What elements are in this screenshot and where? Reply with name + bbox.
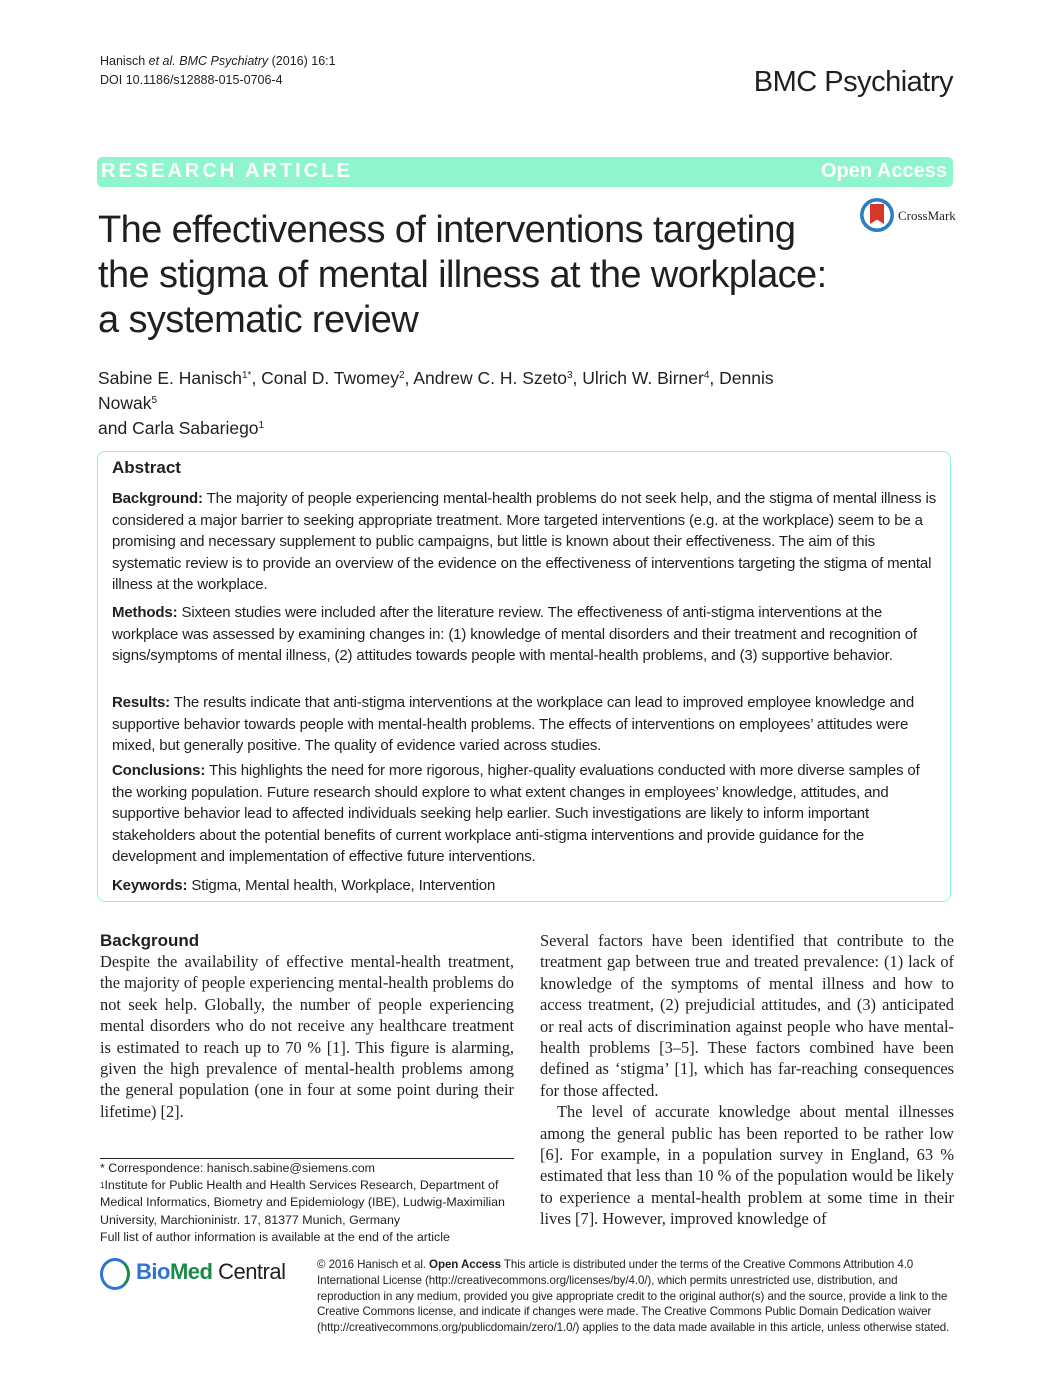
abstract-background: Background: The majority of people experiencing mental-health problems do not seek help, and the stigma of mental illness is considered a major barrier to seeking appropriate treatment. More targeted interventions (e.g. at the workplace) seem to be a promising and necessary supplement to public campaigns, but little is known about their effectiveness. The aim of this systematic review is to provide an overview of the evidence on the effectiveness of interventions targeting the stigma of mental illness at the workplace. (112, 490, 937, 594)
section-label: Background: (112, 490, 203, 507)
body-column-left (100, 931, 514, 1122)
journal-name: BMC Psychiatry (753, 66, 953, 98)
author: Carla Sabariego$^1$ (132, 418, 265, 438)
body-paragraph: Despite the availability of effective mental-health treatment, the majority of people experiencing mental-health problems do not seek help. Globally, the number of people experiencing mental disorders who do not receive any healthcare treatment is estimated to reach up to 70 % [1]. This figure is alarming, given the high prevalence of mental-health problems among the general population (one in four at some point during their lifetime) [2]. (100, 952, 514, 1121)
article-type-banner (97, 157, 953, 187)
license-statement: © 2016 Hanisch et al. Open Access This article is distributed under the terms of the Creative Commons Attribution 4.0 International License (http://creativecommons.org/licenses/by/4.0/), which permits unrestricted use, distribution, and reproduction in any medium, provided you give appropriate credit to the original author(s) and the source, provide a link to the Creative Commons license, and indicate if changes were made. The Creative Commons Public Domain Dedication waiver (http://creativecommons.org/publicdomain/zero/1.0/) applies to the data made available in this article, unless otherwise stated. (317, 1258, 950, 1335)
citation-journal: BMC Psychiatry (179, 54, 269, 68)
footnotes (100, 1160, 520, 1246)
affiliation: $^1$Institute for Public Health and Health Services Research, Department of Medical Informatics, Biometry and Epidemiology (IBE), Ludwig-Maximilian University, Marchioninistr. 17, 81377 Munich, Germany (100, 1178, 505, 1227)
biomed-central-ring-icon (100, 1258, 130, 1290)
citation-year-volume: (2016) 16:1 (271, 54, 336, 68)
author: Conal D. Twomey$^2$ (261, 368, 405, 388)
citation-etal: et al. (148, 54, 176, 68)
open-access-label: Open Access (821, 160, 947, 182)
abstract-heading: Abstract (112, 458, 181, 477)
section-label: Methods: (112, 604, 178, 621)
abstract-conclusions: Conclusions: This highlights the need for more rigorous, higher-quality evaluations conducted with more diverse samples of the working population. Future research should explore to what extent changes in employees’ knowledge, attitudes, and supportive behavior lead to affected individuals seeking help earlier. Such investigations are likely to inform important stakeholders about the potential benefits of current workplace anti-stigma interventions and provide guidance for the development and implementation of effective future interventions. (112, 762, 920, 866)
correspondence: * Correspondence: hanisch.sabine@siemens.com (100, 1161, 375, 1175)
abstract-results: Results: The results indicate that anti-stigma interventions at the workplace can lead to improved employee knowledge and supportive behavior towards people with mental-health problems. The effects of interventions on employees’ attitudes were mixed, but generally positive. The quality of evidence varied across studies. (112, 694, 915, 755)
citation-line (100, 52, 336, 71)
article-title: The effectiveness of interventions targeting the stigma of mental illness at the workplace: a systematic review (98, 209, 827, 341)
author-list: Sabine E. Hanisch$^{1*}$, Conal D. Twomey$^2$, Andrew C. H. Szeto$^3$, Ulrich W. Birner$^4$, Dennis Nowak$^5$ and Carla Sabariego$^1$ (98, 368, 774, 438)
footnote-divider (100, 1158, 514, 1159)
author-info-note: Full list of author information is available at the end of the article (100, 1229, 450, 1244)
author: Andrew C. H. Szeto$^3$ (413, 368, 573, 388)
author: Sabine E. Hanisch$^{1*}$ (98, 368, 252, 388)
author: Dennis Nowak$^5$ (98, 368, 774, 413)
section-heading-background: Background (100, 931, 200, 950)
abstract-keywords: Keywords: Stigma, Mental health, Workplace, Intervention (112, 877, 496, 894)
running-head (100, 52, 336, 90)
body-paragraph: Several factors have been identified that contribute to the treatment gap between true and treated prevalence: (1) lack of knowledge of the symptoms of mental illness and how to access treatment, (2) prejudicial attitudes, and (3) anticipated or real acts of discrimination against people who have mental-health problems [3–5]. These factors combined have been defined as ‘stigma’ [1], which has far-reaching consequences for those affected. (540, 931, 954, 1100)
body-column-right (540, 930, 954, 1230)
doi: DOI 10.1186/s12888-015-0706-4 (100, 73, 283, 87)
biomed-central-logo: BioMed Central (100, 1256, 310, 1296)
author: Ulrich W. Birner$^4$ (582, 368, 710, 388)
abstract-methods: Methods: Sixteen studies were included after the literature review. The effectiveness of anti-stigma interventions at the workplace was assessed by examining changes in: (1) knowledge of mental disorders and their treatment and recognition of signs/symptoms of mental illness, (2) attitudes towards people with mental-health problems, and (3) supportive behavior. (112, 604, 917, 665)
section-label: Results: (112, 694, 170, 711)
section-label: Keywords: (112, 877, 188, 894)
citation-authors: Hanisch (100, 54, 146, 68)
crossmark-label: CrossMark (898, 208, 956, 223)
crossmark-button[interactable] (858, 198, 958, 234)
section-label: Conclusions: (112, 762, 206, 779)
body-paragraph: The level of accurate knowledge about mental illnesses among the general public has been reported to be rather low [6]. For example, in a population survey in England, 63 % estimated that less than 10 % of the population would be likely to experience a mental-health problem at some time in their lives [7]. However, improved knowledge of (540, 1102, 954, 1229)
author-conjunction: and (98, 418, 128, 438)
article-type-label: RESEARCH ARTICLE (101, 160, 353, 182)
